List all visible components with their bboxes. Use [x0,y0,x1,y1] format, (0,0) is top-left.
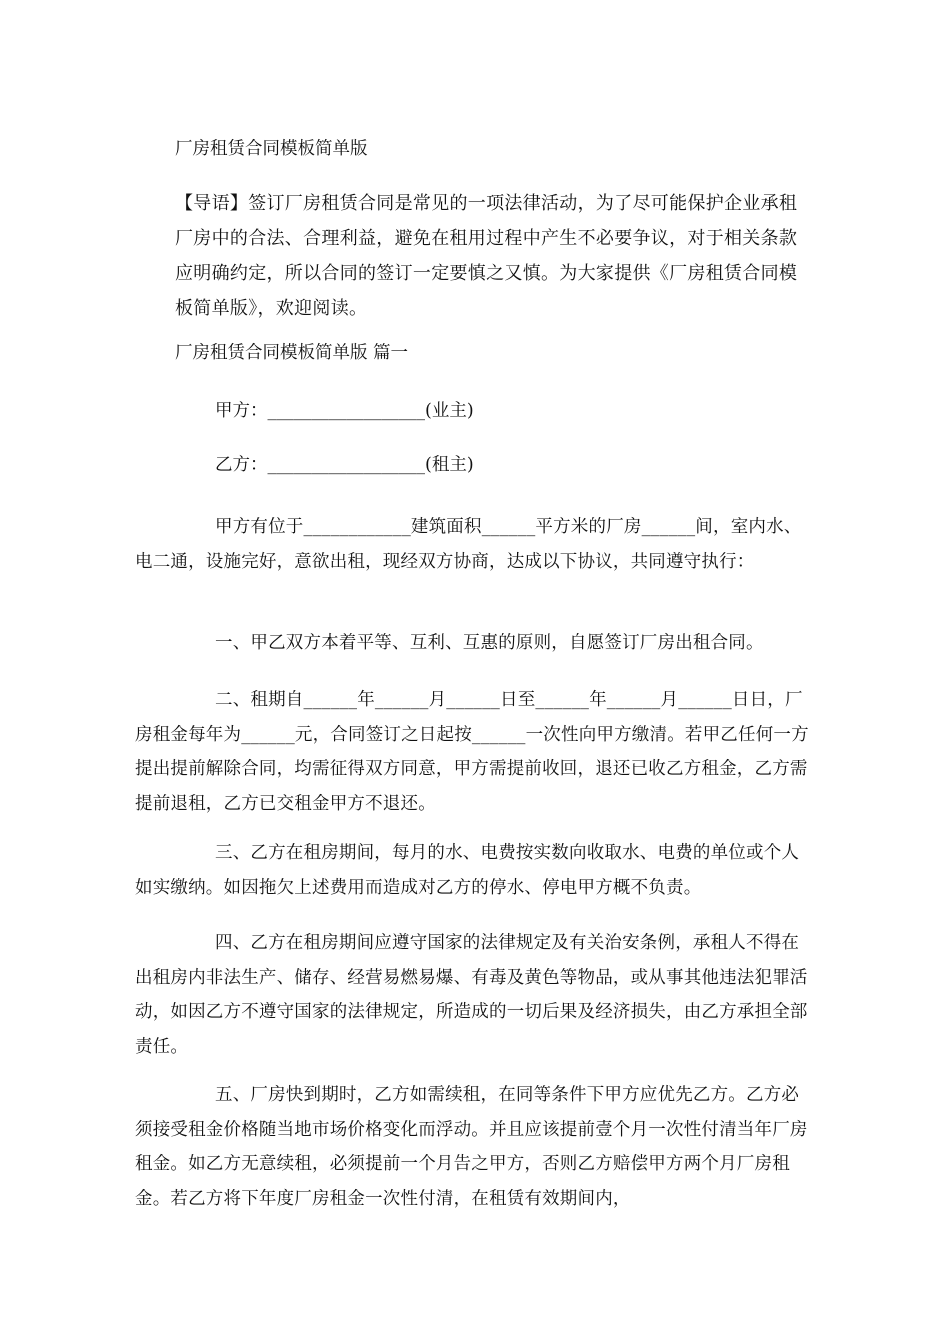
clause-3-paragraph: 三、乙方在租房期间，每月的水、电费按实数向收取水、电费的单位或个人如实缴纳。如因拖欠上述费用而造成对乙方的停水、停电甲方概不负责。 [135,843,800,898]
section-title: 厂房租赁合同模板简单版 篇一 [175,343,409,363]
clause-2-paragraph: 二、租期自______年______月______日至______年______月______日日，厂房租金每年为______元，合同签订之日起按______一次性向甲方缴清。若甲乙任何一方提出提前解除合同，均需征得双方同意，甲方需提前收回，退还已收乙方租金，乙方需提前退租，乙方已交租金甲方不退还。 [135,690,809,814]
clause-4-paragraph: 四、乙方在租房期间应遵守国家的法律规定及有关治安条例，承租人不得在出租房内非法生产、储存、经营易燃易爆、有毒及黄色等物品，或从事其他违法犯罪活动，如因乙方不遵守国家的法律规定，所造成的一切后果及经济损失，由乙方承担全部责任。 [135,933,808,1057]
party-b-line: 乙方：__________________(租主) [215,455,474,475]
terms-intro-paragraph: 甲方有位于____________建筑面积______平方米的厂房______间，室内水、电二通，设施完好，意欲出租，现经双方协商，达成以下协议，共同遵守执行： [135,517,802,572]
intro-paragraph: 【导语】签订厂房租赁合同是常见的一项法律活动，为了尽可能保护企业承租厂房中的合法、合理利益，避免在租用过程中产生不必要争议，对于相关条款应明确约定，所以合同的签订一定要慎之又慎。为大家提供《厂房租赁合同模板简单版》，欢迎阅读。 [175,193,798,319]
party-a-line: 甲方：__________________(业主) [215,401,474,421]
clause-5-paragraph: 五、厂房快到期时，乙方如需续租，在同等条件下甲方应优先乙方。乙方必须接受租金价格随当地市场价格变化而浮动。并且应该提前壹个月一次性付清当年厂房租金。如乙方无意续租，必须提前一个月告之甲方，否则乙方赔偿甲方两个月厂房租金。若乙方将下年度厂房租金一次性付清，在租赁有效期间内， [135,1085,808,1209]
document-title: 厂房租赁合同模板简单版 [175,139,368,159]
clause-1-paragraph: 一、甲乙双方本着平等、互利、互惠的原则，自愿签订厂房出租合同。 [215,633,764,653]
